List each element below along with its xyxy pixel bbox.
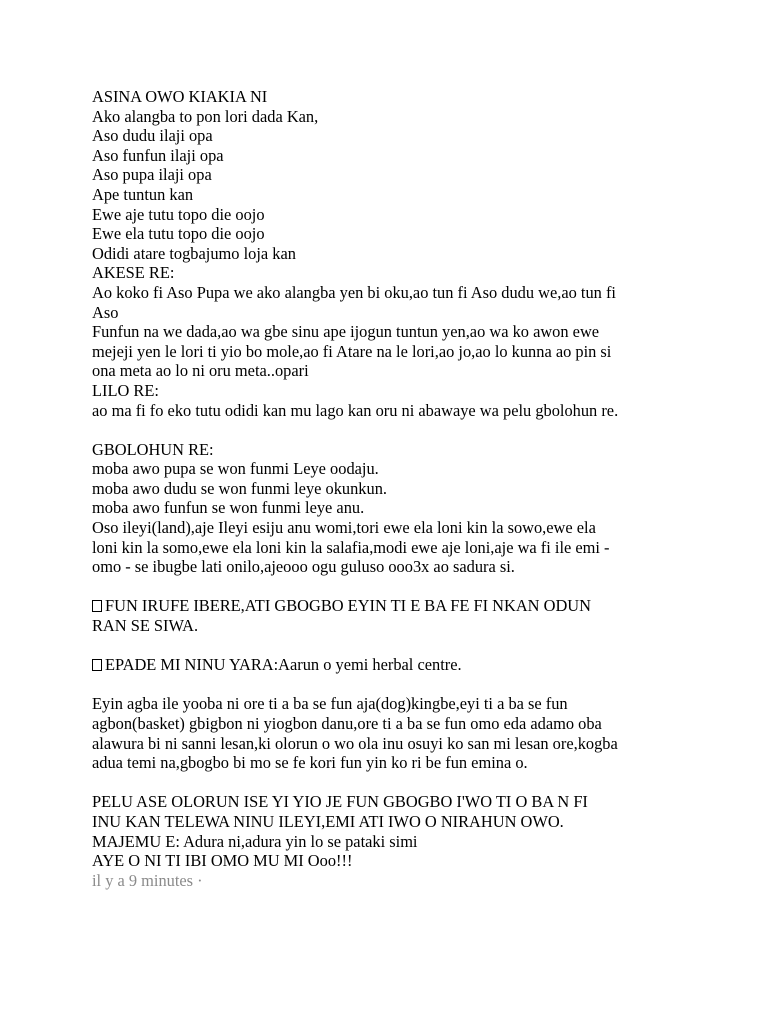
text-line: adua temi na,gbogbo bi mo se fe kori fun yin ko ri be fun emina o. <box>92 753 528 773</box>
text-line: moba awo funfun se won funmi leye anu. <box>92 498 365 518</box>
text-line: Eyin agba ile yooba ni ore ti a ba se fun aja(dog)kingbe,eyi ti a ba se fun <box>92 694 568 714</box>
missing-glyph-icon <box>92 659 102 671</box>
text-line: AYE O NI TI IBI OMO MU MI Ooo!!! <box>92 851 353 871</box>
title-line: ASINA OWO KIAKIA NI <box>92 87 268 106</box>
text-line: Aso <box>92 302 119 322</box>
text-line: RAN SE SIWA. <box>92 616 199 636</box>
blank-line <box>92 420 692 440</box>
text-line: moba awo dudu se won funmi leye okunkun. <box>92 478 387 498</box>
text-line: Funfun na we dada,ao wa gbe sinu ape ijogun tuntun yen,ao wa ko awon ewe <box>92 322 600 342</box>
text-line: ona meta ao lo ni oru meta..opari <box>92 361 309 381</box>
ingredient-line: Ape tuntun kan <box>92 184 194 204</box>
text-line: Ao koko fi Aso Pupa we ako alangba yen bi oku,ao tun fi Aso dudu we,ao tun fi <box>92 282 616 302</box>
ingredient-line: Ewe aje tutu topo die oojo <box>92 204 265 224</box>
missing-glyph-icon <box>92 600 102 612</box>
ingredient-line: Aso funfun ilaji opa <box>92 145 224 165</box>
text-line: agbon(basket) gbigbon ni yiogbon danu,ore ti a ba se fun omo eda adamo oba <box>92 714 602 733</box>
text-line: alawura bi ni sanni lesan,ki olorun o wo ola inu osuyi ko san mi lesan ore,kogba <box>92 733 618 753</box>
ingredient-line: Aso pupa ilaji opa <box>92 165 212 185</box>
ingredient-line: Aso dudu ilaji opa <box>92 126 213 146</box>
text-line: PELU ASE OLORUN ISE YI YIO JE FUN GBOGBO I'WO TI O BA N FI <box>92 792 588 812</box>
blank-line <box>92 773 692 793</box>
ingredient-line: Ako alangba to pon lori dada Kan, <box>92 106 319 126</box>
section-heading: AKESE RE: <box>92 263 175 283</box>
section-heading: GBOLOHUN RE: <box>92 439 214 459</box>
ingredient-line: Ewe ela tutu topo die oojo <box>92 224 265 244</box>
ingredient-line: Odidi atare togbajumo loja kan <box>92 243 296 263</box>
text-line: moba awo pupa se won funmi Leye oodaju. <box>92 459 379 479</box>
post-text <box>92 87 692 890</box>
text-line: loni kin la somo,ewe ela loni kin la salafia,modi ewe aje loni,aje wa fi ile emi - <box>92 537 610 557</box>
text-line: MAJEMU E: Adura ni,adura yin lo se pataki simi <box>92 831 418 851</box>
text-line: Oso ileyi(land),aje Ileyi esiju anu womi,tori ewe ela loni kin la sowo,ewe ela <box>92 518 596 538</box>
text-line: INU KAN TELEWA NINU ILEYI,EMI ATI IWO O NIRAHUN OWO. <box>92 811 564 831</box>
text-line: omo - se ibugbe lati onilo,ajeooo ogu guluso ooo3x ao sadura si. <box>92 557 515 577</box>
text-line: FUN IRUFE IBERE,ATI GBOGBO EYIN TI E BA FE FI NKAN ODUN <box>92 596 692 616</box>
text-line: EPADE MI NINU YARA:Aarun o yemi herbal centre. <box>92 655 692 675</box>
section-heading: LILO RE: <box>92 380 159 400</box>
blank-line <box>92 577 692 597</box>
post-timestamp[interactable]: il y a 9 minutes · <box>92 870 203 890</box>
text-line: ao ma fi fo eko tutu odidi kan mu lago kan oru ni abawaye wa pelu gbolohun re. <box>92 400 619 420</box>
text-line: mejeji yen le lori ti yio bo mole,ao fi Atare na le lori,ao jo,ao lo kunna ao pin si <box>92 341 612 361</box>
blank-line <box>92 636 692 656</box>
blank-line <box>92 675 692 695</box>
